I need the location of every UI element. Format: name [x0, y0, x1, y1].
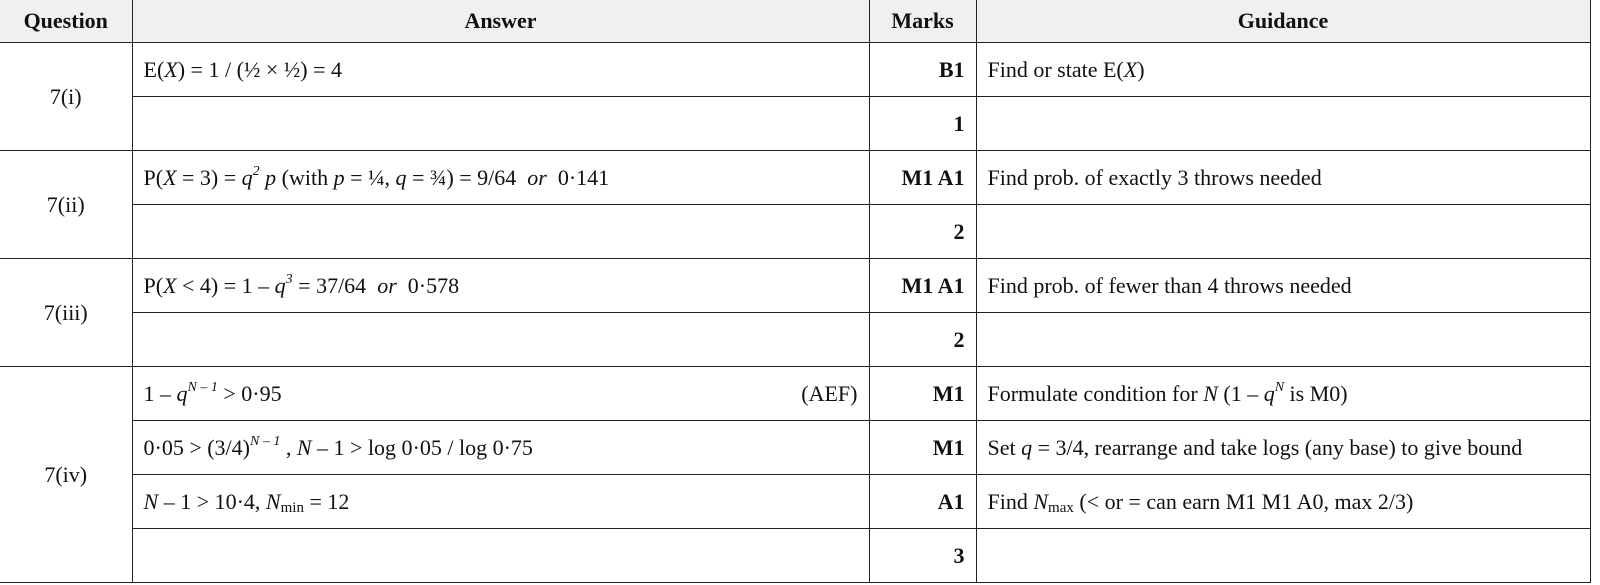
header-marks: Marks: [869, 0, 976, 43]
table-row: [0, 97, 1590, 151]
guidance-cell: Find or state E(X): [976, 43, 1590, 97]
table-row: [0, 205, 1590, 259]
question-label: 7(i): [0, 43, 132, 151]
answer-cell: [132, 205, 869, 259]
marks-total: 1: [869, 97, 976, 151]
guidance-cell: Set q = 3/4, rearrange and take logs (any base) to give bound: [976, 421, 1590, 475]
marks-cell: M1: [869, 421, 976, 475]
marks-total: 2: [869, 205, 976, 259]
guidance-cell: Find prob. of exactly 3 throws needed: [976, 151, 1590, 205]
table-row: [0, 475, 1590, 529]
answer-cell: [132, 529, 869, 583]
answer-cell: [132, 97, 869, 151]
answer-cell: (AEF) $1 - q^{N - 1} > 0\cdot 95$: [132, 367, 869, 421]
answer-cell: N – 1 > 10·4, $N_{min} = 12$: [132, 475, 869, 529]
guidance-cell: [976, 97, 1590, 151]
table-row: [0, 529, 1590, 583]
guidance-cell: [976, 313, 1590, 367]
table-row: [0, 313, 1590, 367]
marks-cell: B1: [869, 43, 976, 97]
guidance-cell: Find $N_{max}$ (< or = can earn M1 M1 A0, max 2/3): [976, 475, 1590, 529]
marks-cell: A1: [869, 475, 976, 529]
aef-note: (AEF): [801, 380, 858, 406]
guidance-cell: Find prob. of fewer than 4 throws needed: [976, 259, 1590, 313]
answer-cell: $P(X < 4) = 1 - q^3 = 37/64$ or 0·578: [132, 259, 869, 313]
table-row: [0, 259, 1590, 313]
guidance-cell: Formulate condition for N ($1 - q^N$ is M0): [976, 367, 1590, 421]
table-row: [0, 151, 1590, 205]
header-guidance: Guidance: [976, 0, 1590, 43]
marks-cell: M1 A1: [869, 259, 976, 313]
marks-total: 3: [869, 529, 976, 583]
guidance-cell: [976, 529, 1590, 583]
answer-cell: $P(X = 3) = q^2$ p (with p = ¼, q = ¾) = 9/64 or 0·141: [132, 151, 869, 205]
answer-cell: [132, 313, 869, 367]
header-answer: Answer: [132, 0, 869, 43]
answer-cell: E(X) = 1 / (½ × ½) = 4: [132, 43, 869, 97]
table-row: [0, 421, 1590, 475]
question-label: 7(iii): [0, 259, 132, 367]
answer-cell: $0\cdot 05 > (3/4)^{N - 1}$ , N – 1 > log 0·05 / log 0·75: [132, 421, 869, 475]
question-label: 7(iv): [0, 367, 132, 583]
marks-cell: M1 A1: [869, 151, 976, 205]
table-row: [0, 43, 1590, 97]
question-label: 7(ii): [0, 151, 132, 259]
header-question: Question: [0, 0, 132, 43]
marks-cell: M1: [869, 367, 976, 421]
header-row: [0, 0, 1590, 43]
guidance-cell: [976, 205, 1590, 259]
table-row: [0, 367, 1590, 421]
marks-total: 2: [869, 313, 976, 367]
